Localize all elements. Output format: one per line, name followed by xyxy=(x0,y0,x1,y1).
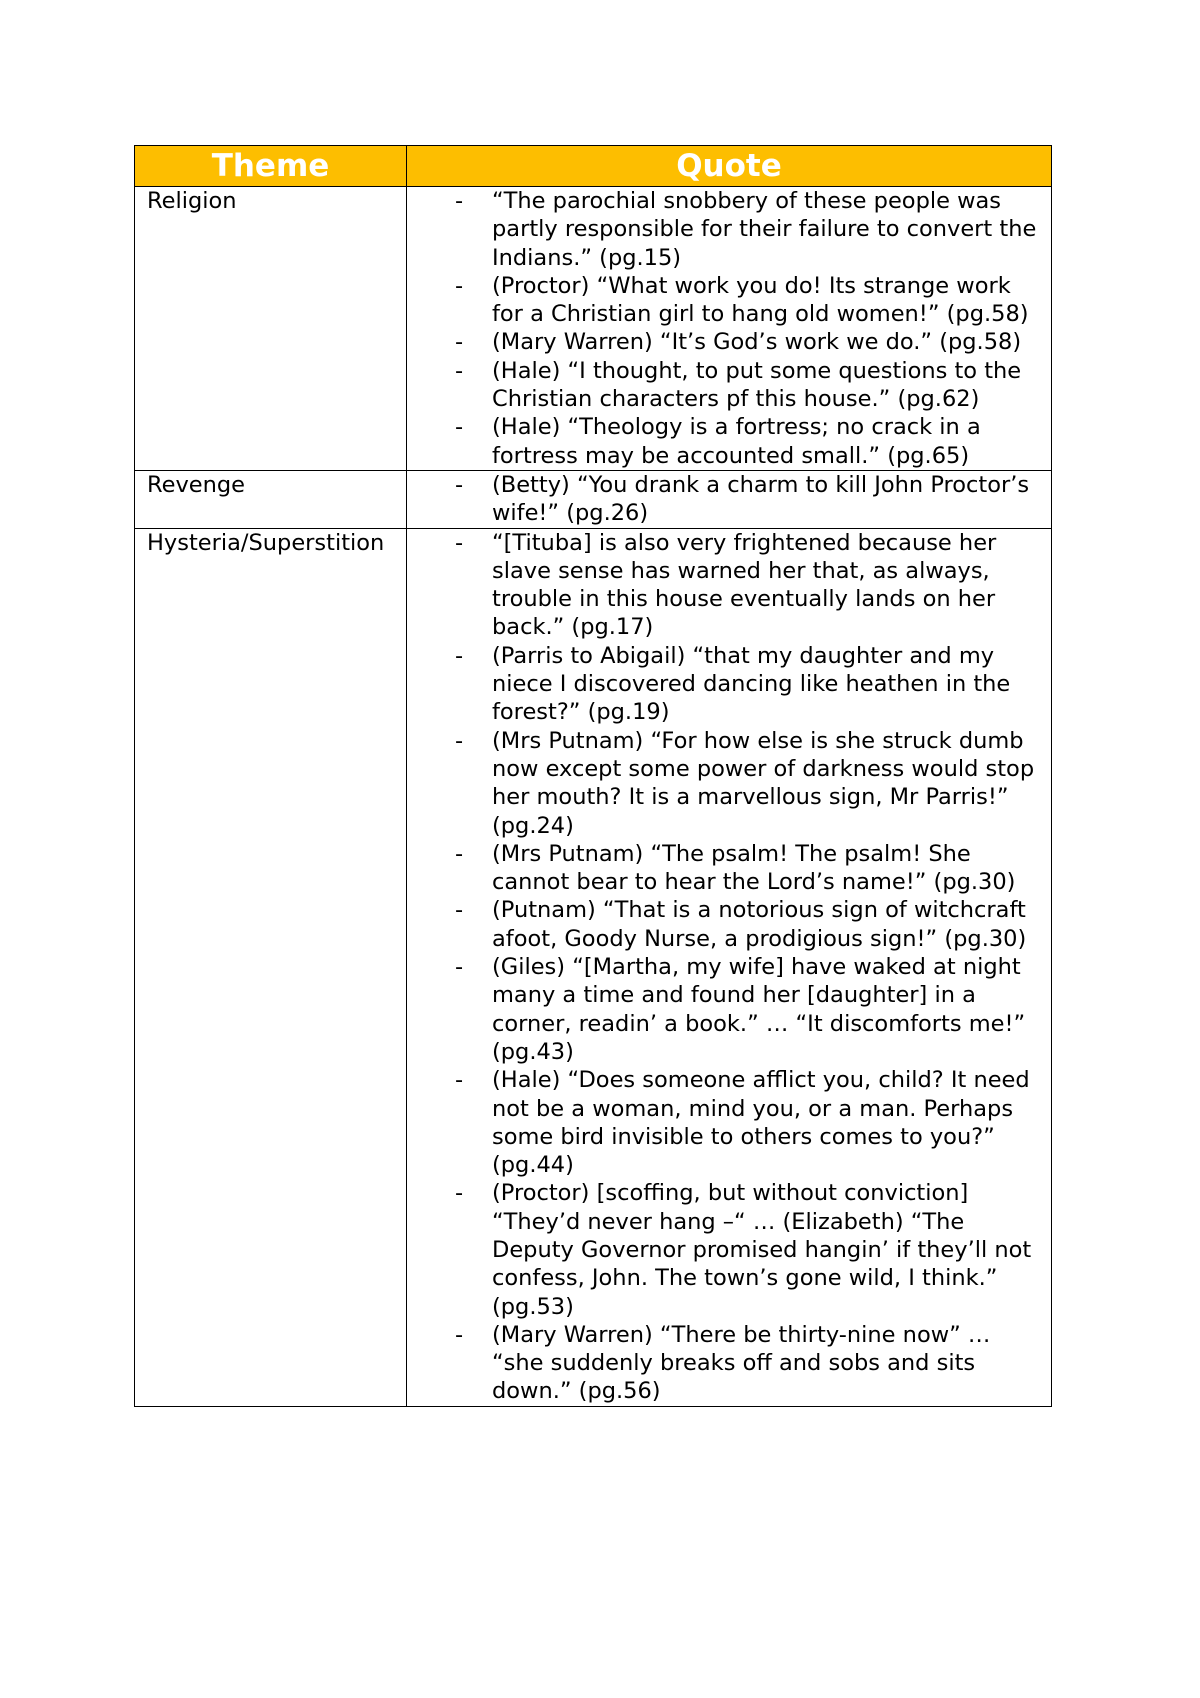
quote-text: (Proctor) [scoffing, but without conviction] “They’d never hang –“ … (Elizabeth) “The Deputy Governor promised hangin’ if they’ll not confess, John. The town’s gone wild, I think.” (pg.53) xyxy=(492,1180,1032,1320)
list-item xyxy=(407,187,1045,272)
quote-text: (Mrs Putnam) “The psalm! The psalm! She cannot bear to hear the Lord’s name!” (pg.30) xyxy=(492,840,1016,896)
list-item xyxy=(407,357,1045,414)
dash-bullet: - xyxy=(455,471,464,498)
quote-text: (Mrs Putnam) “For how else is she struck dumb now except some power of darkness would stop her mouth? It is a marvellous sign, Mr Parris!” (pg.24) xyxy=(492,727,1035,839)
list-item xyxy=(407,840,1045,897)
theme-quote-table xyxy=(134,145,1052,1407)
list-item xyxy=(407,953,1045,1066)
theme-cell: Hysteria/Superstition xyxy=(135,528,407,1406)
quote-text: (Betty) “You drank a charm to kill John Proctor’s wife!” (pg.26) xyxy=(492,471,1030,527)
quote-text: (Hale) “I thought, to put some questions to the Christian characters pf this house.” (pg.62) xyxy=(492,357,1022,413)
list-item xyxy=(407,1066,1045,1179)
quote-cell xyxy=(407,470,1052,528)
quote-text: “[Tituba] is also very frightened because her slave sense has warned her that, as always, trouble in this house eventually lands on her back.” (pg.17) xyxy=(492,529,997,641)
list-item xyxy=(407,272,1045,329)
quote-text: (Hale) “Theology is a fortress; no crack in a fortress may be accounted small.” (pg.65) xyxy=(492,414,981,469)
dash-bullet: - xyxy=(455,1321,464,1348)
quote-list xyxy=(407,471,1045,528)
table-row xyxy=(135,528,1052,1406)
list-item xyxy=(407,471,1045,528)
list-item xyxy=(407,896,1045,953)
quote-text: (Putnam) “That is a notorious sign of witchcraft afoot, Goody Nurse, a prodigious sign!” (pg.30) xyxy=(492,897,1027,952)
list-item xyxy=(407,529,1045,642)
theme-cell: Revenge xyxy=(135,470,407,528)
theme-cell: Religion xyxy=(135,187,407,471)
dash-bullet: - xyxy=(455,727,464,754)
list-item xyxy=(407,328,1045,356)
list-item xyxy=(407,727,1045,840)
dash-bullet: - xyxy=(455,1067,464,1094)
dash-bullet: - xyxy=(455,357,464,384)
dash-bullet: - xyxy=(455,840,464,867)
table-row xyxy=(135,470,1052,528)
list-item xyxy=(407,642,1045,727)
dash-bullet: - xyxy=(455,329,464,356)
quote-text: (Giles) “[Martha, my wife] have waked at night many a time and found her [daughter] in a corner, readin’ a book.” … “It discomforts me!” (pg.43) xyxy=(492,954,1026,1065)
dash-bullet: - xyxy=(455,954,464,981)
quote-cell xyxy=(407,528,1052,1406)
list-item xyxy=(407,1321,1045,1406)
header-row xyxy=(135,146,1052,187)
list-item xyxy=(407,413,1045,470)
quote-text: (Hale) “Does someone afflict you, child? It need not be a woman, mind you, or a man. Perhaps some bird invisible to others comes to you?” (pg.44) xyxy=(492,1067,1030,1179)
dash-bullet: - xyxy=(455,1180,464,1207)
dash-bullet: - xyxy=(455,529,464,556)
quote-list xyxy=(407,529,1045,1406)
list-item xyxy=(407,1179,1045,1320)
dash-bullet: - xyxy=(455,188,464,214)
quote-list xyxy=(407,187,1045,470)
header-theme: Theme xyxy=(135,146,407,187)
dash-bullet: - xyxy=(455,897,464,924)
quote-text: (Parris to Abigail) “that my daughter and my niece I discovered dancing like heathen in the forest?” (pg.19) xyxy=(492,642,1011,726)
dash-bullet: - xyxy=(455,642,464,669)
dash-bullet: - xyxy=(455,272,464,299)
header-quote: Quote xyxy=(407,146,1052,187)
quote-cell xyxy=(407,187,1052,471)
quote-text: (Mary Warren) “It’s God’s work we do.” (pg.58) xyxy=(492,329,1022,356)
dash-bullet: - xyxy=(455,414,464,441)
table-row xyxy=(135,187,1052,471)
quote-text: “The parochial snobbery of these people was partly responsible for their failure to convert the Indians.” (pg.15) xyxy=(492,188,1037,271)
quote-text: (Mary Warren) “There be thirty-nine now” … “she suddenly breaks off and sobs and sits down.” (pg.56) xyxy=(492,1321,991,1405)
quote-text: (Proctor) “What work you do! Its strange work for a Christian girl to hang old women!” (pg.58) xyxy=(492,272,1029,328)
